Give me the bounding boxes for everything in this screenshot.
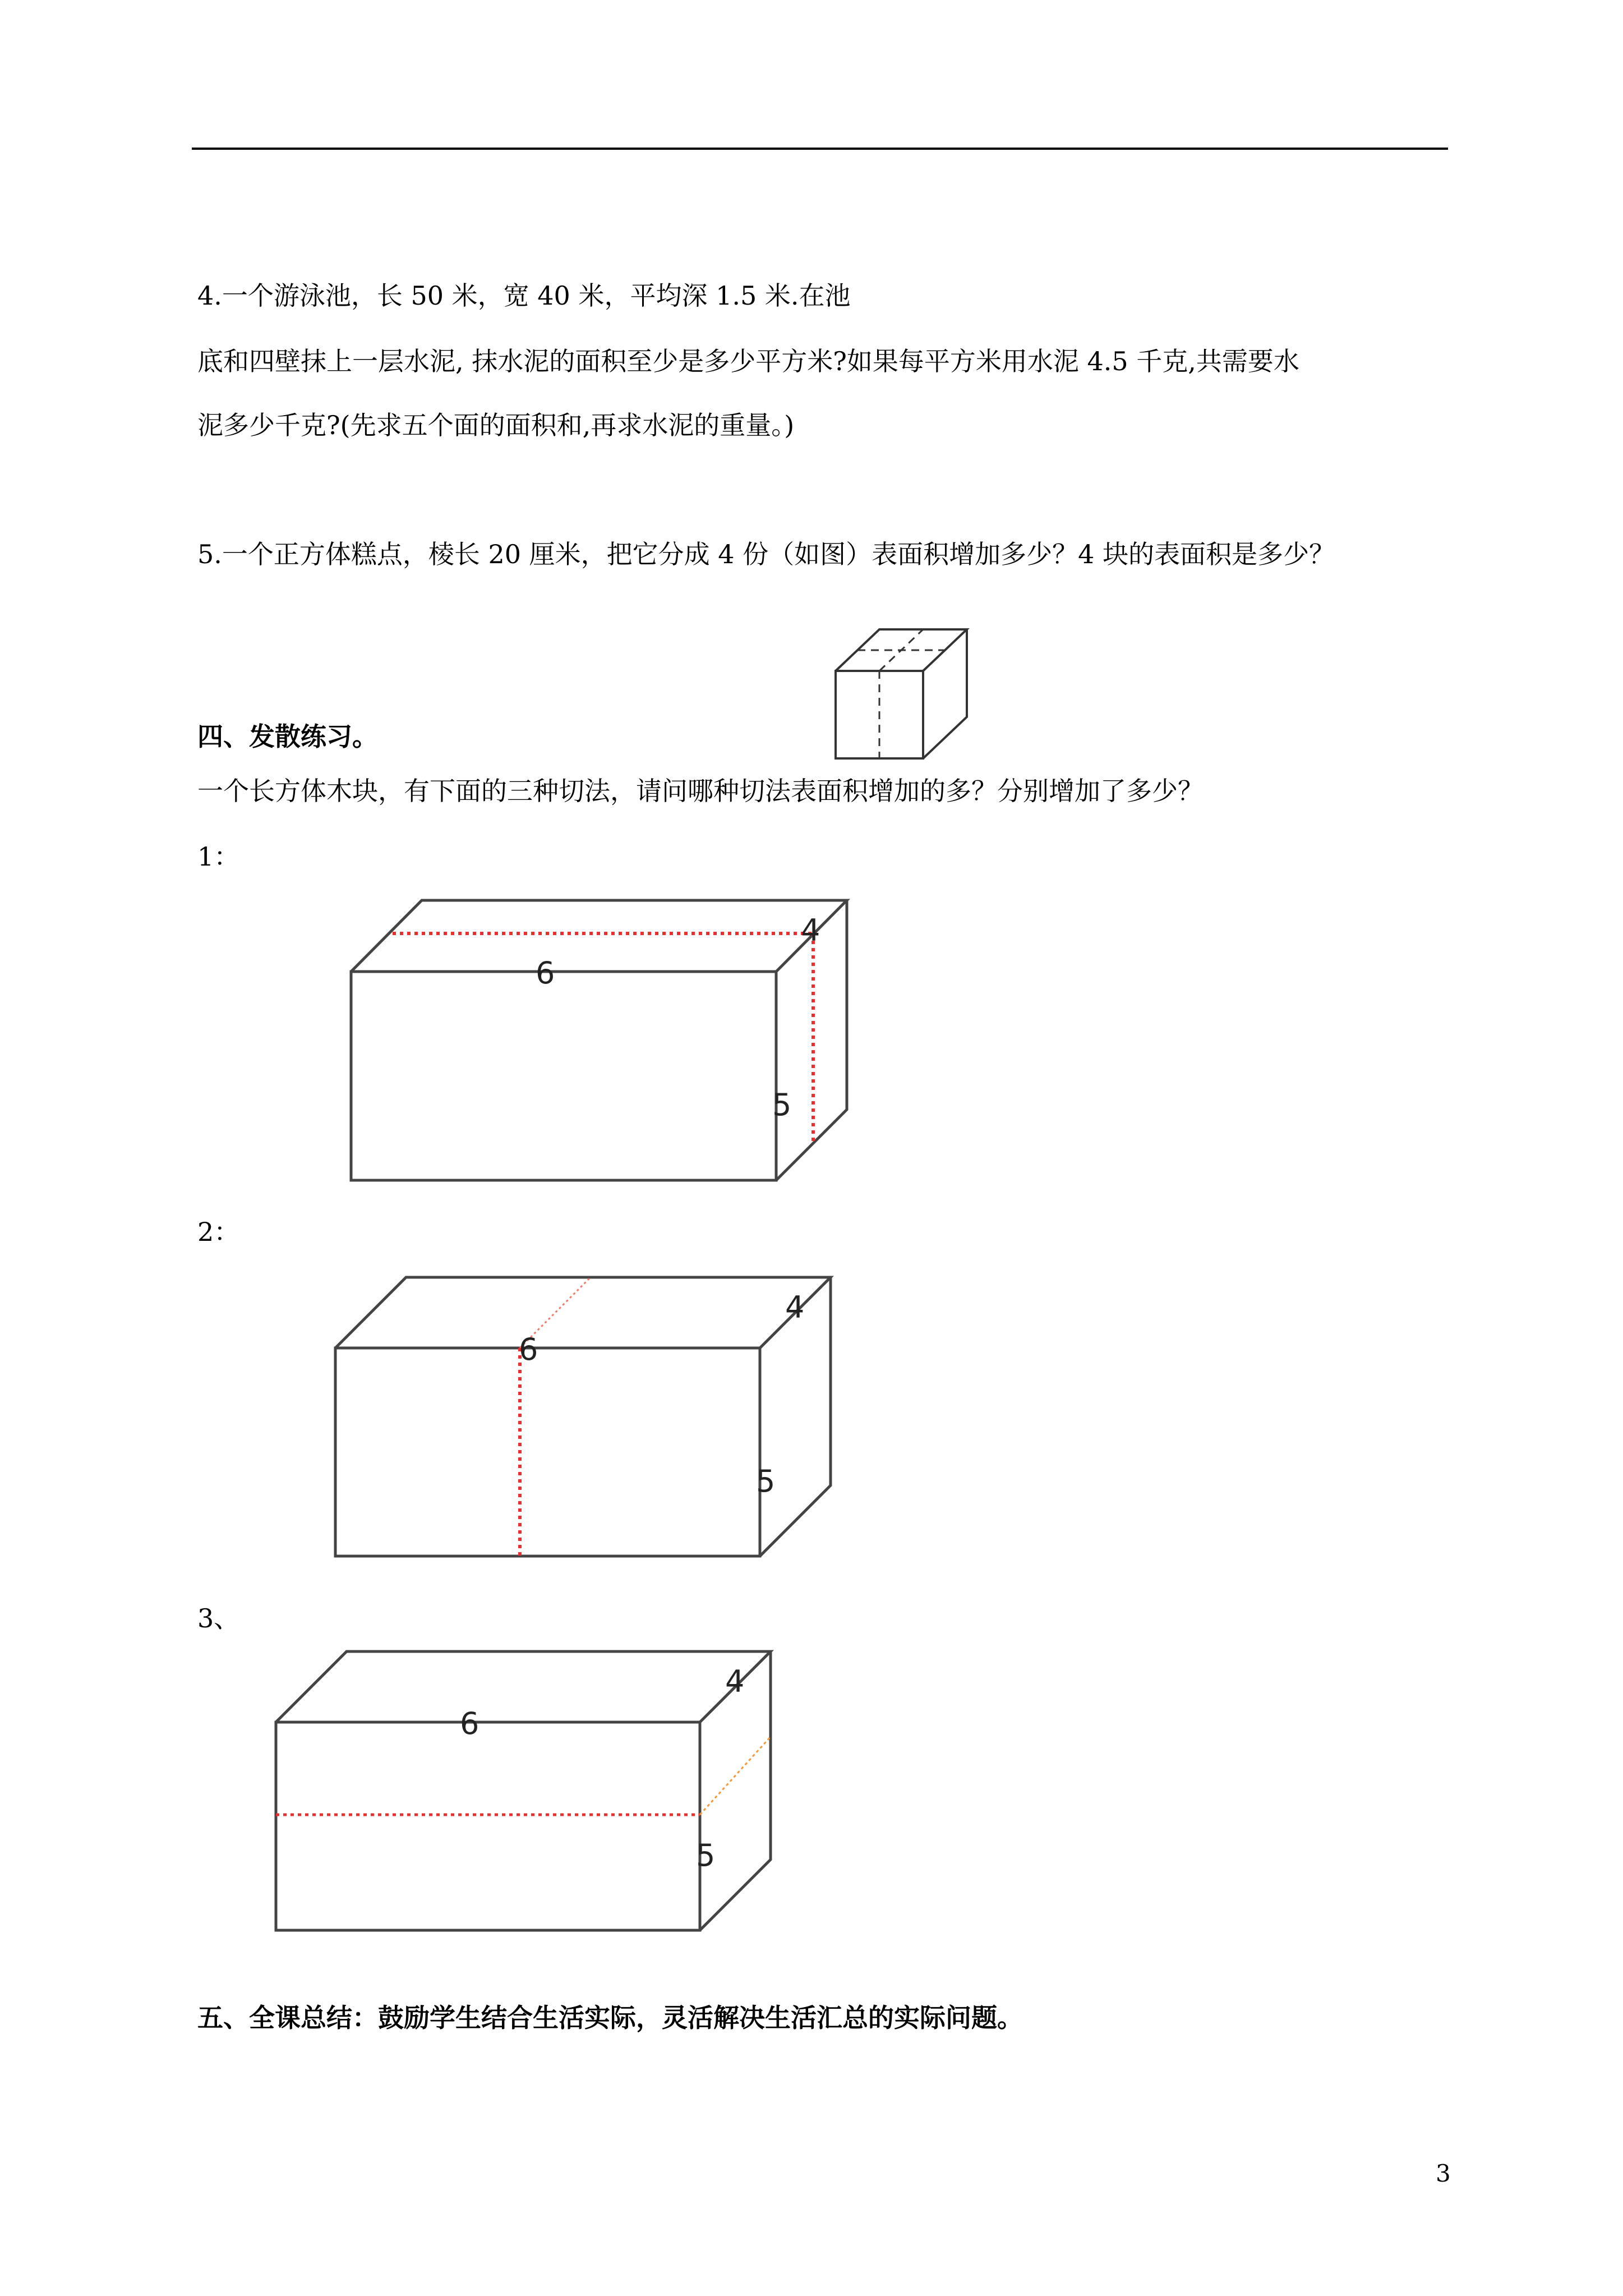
figure2-caption: 2： <box>197 1217 240 1247</box>
section4-heading: 四、发散练习。 <box>197 721 378 752</box>
figure3-length-label: 6 <box>460 1706 479 1741</box>
page-number: 3 <box>1436 2160 1451 2187</box>
q5-text: 5.一个正方体糕点，棱长 20 厘米，把它分成 4 份（如图）表面积增加多少？4 块的表面积是多少？ <box>197 539 1335 569</box>
section4-intro: 一个长方体木块，有下面的三种切法，请问哪种切法表面积增加的多？分别增加了多少？ <box>197 776 1204 806</box>
cube-diagram <box>836 629 967 758</box>
figure3-cut-line-side <box>700 1737 771 1815</box>
q4-line1: 4.一个游泳池，长 50 米，宽 40 米，平均深 1.5 米.在池 <box>197 280 851 311</box>
figure1-height-label: 5 <box>772 1087 792 1122</box>
figure3-caption: 3、 <box>197 1603 240 1634</box>
figure1-width-label: 4 <box>801 913 820 948</box>
figure3-height-label: 5 <box>696 1838 716 1873</box>
q4-line3: 泥多少千克?(先求五个面的面积和,再求水泥的重量。) <box>197 410 795 440</box>
figure3-cuboid <box>276 1651 771 1930</box>
figure1-cuboid <box>351 900 847 1180</box>
figure2-height-label: 5 <box>756 1464 776 1499</box>
figure2-length-label: 6 <box>519 1332 538 1367</box>
figure1-caption: 1： <box>197 841 240 872</box>
figure2-width-label: 4 <box>785 1290 805 1325</box>
figure3-width-label: 4 <box>725 1664 745 1699</box>
figure1-length-label: 6 <box>536 955 555 991</box>
q4-line2: 底和四壁抹上一层水泥, 抹水泥的面积至少是多少平方米?如果每平方米用水泥 4.5 千克,共需要水 <box>197 346 1299 376</box>
figure2-cuboid <box>335 1277 831 1556</box>
section5-heading: 五、全课总结：鼓励学生结合生活实际，灵活解决生活汇总的实际问题。 <box>197 2003 1023 2033</box>
